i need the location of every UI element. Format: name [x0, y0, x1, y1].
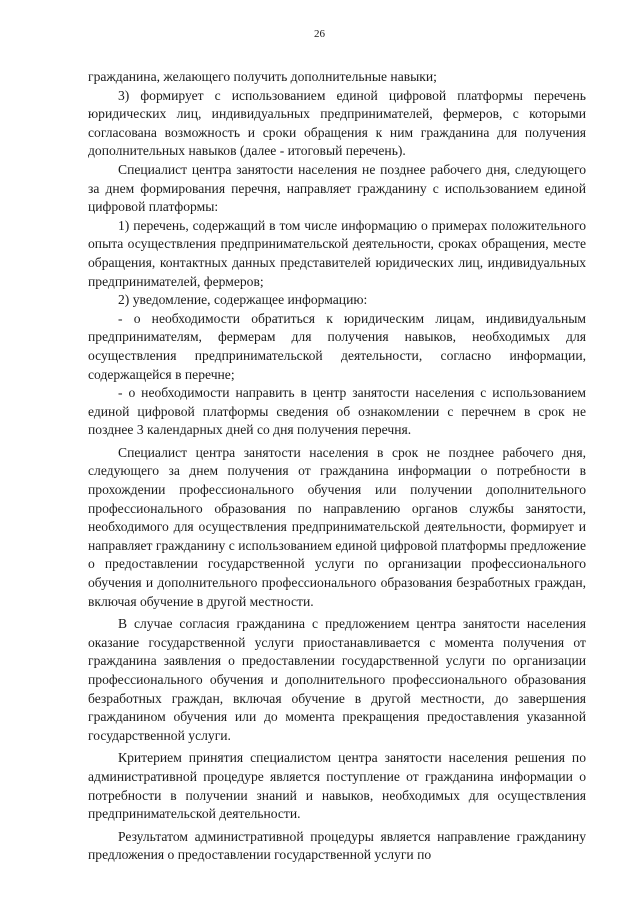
paragraph: В случае согласия гражданина с предложением центра занятости населения оказание государственной услуги приостанавливается с момента получения от гражданина заявления о предоставлении государственной услуги по организации профессионального обучения и дополнительного профессионального образования безработных граждан, включая обучение в другой местности, до завершения гражданином обучения или до момента прекращения предоставления указанной государственной услуги.: [88, 616, 586, 743]
paragraph: - о необходимости направить в центр занятости населения с использованием единой цифровой платформы сведения об ознакомлении с перечнем в срок не позднее 3 календарных дней со дня получения перечня.: [88, 385, 586, 438]
document-body: [88, 68, 586, 865]
paragraph: 1) перечень, содержащий в том числе информацию о примерах положительного опыта осуществления предпринимательской деятельности, сроках обращения, месте обращения, контактных данных представителей юридических лиц, индивидуальных предпринимателей, фермеров;: [88, 217, 586, 289]
paragraph: - о необходимости обратиться к юридическим лицам, индивидуальным предпринимателям, фермерам для получения навыков, необходимых для осуществления предпринимательской деятельности, согласно информации, содержащейся в перечне;: [88, 310, 586, 382]
paragraph: гражданина, желающего получить дополнительные навыки;: [88, 69, 437, 84]
paragraph: Результатом административной процедуры является направление гражданину предложения о предоставлении государственной услуги по: [88, 828, 586, 863]
paragraph: Специалист центра занятости населения не позднее рабочего дня, следующего за днем формирования перечня, направляет гражданину с использованием единой цифровой платформы:: [88, 161, 586, 215]
paragraph: 3) формирует с использованием единой цифровой платформы перечень юридических лиц, индивидуальных предпринимателей, фермеров, с которыми согласована возможность и сроки обращения к ним гражданина для получения дополнительных навыков (далее - итоговый перечень).: [88, 87, 586, 159]
paragraph: Специалист центра занятости населения в срок не позднее рабочего дня, следующего за днем получения от гражданина информации о потребности в прохождении профессионального обучения или получении дополнительного профессионального образования по направлению органов службы занятости, необходимого для осуществления предпринимательской деятельности, формирует и направляет гражданину с использованием единой цифровой платформы предложение о предоставлении государственной услуги по организации профессионального обучения и дополнительного профессионального образования безработных граждан, включая обучение в другой местности.: [88, 444, 586, 609]
paragraph: 2) уведомление, содержащее информацию:: [118, 292, 368, 308]
page-number: 26: [314, 28, 325, 40]
paragraph: Критерием принятия специалистом центра занятости населения решения по административной процедуре является поступление от гражданина информации о потребности в получении знаний и навыков, необходимых для осуществления предпринимательской деятельности.: [88, 750, 586, 822]
